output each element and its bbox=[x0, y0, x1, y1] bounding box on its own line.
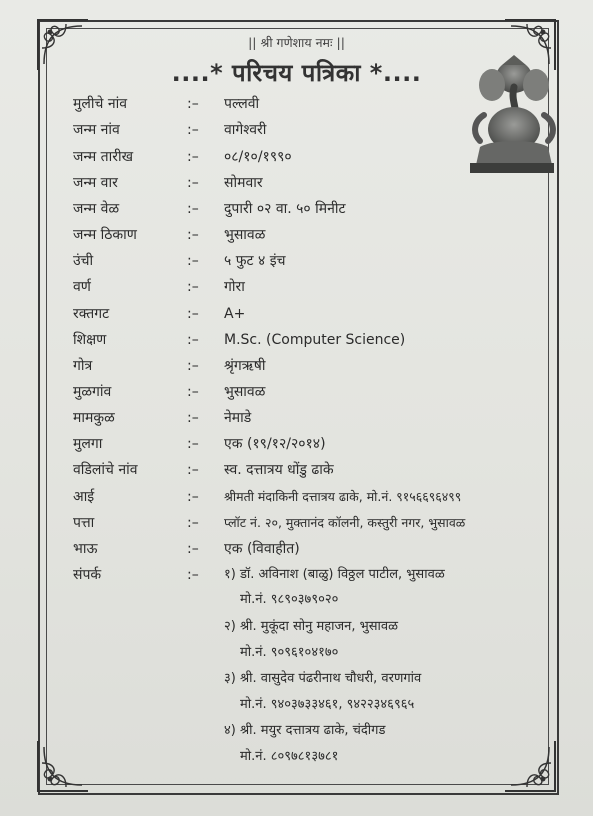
field-label: मुलीचे नांव bbox=[73, 96, 128, 112]
field-label: पत्ता bbox=[73, 515, 95, 531]
contact-phone: मो.नं. ९०९६१०४१७० bbox=[240, 645, 339, 660]
contact-phone: मो.नं. ९८९०३७९०२० bbox=[240, 592, 339, 607]
field-label: जन्म वार bbox=[73, 175, 118, 191]
field-label: गोत्र bbox=[73, 358, 93, 374]
field-value: A+ bbox=[224, 306, 246, 322]
field-label: मुळगांव bbox=[73, 384, 112, 400]
field-separator: :– bbox=[187, 462, 199, 478]
field-label: जन्म वेळ bbox=[73, 201, 120, 217]
field-label: मुलगा bbox=[73, 436, 103, 452]
field-separator: :– bbox=[187, 279, 199, 295]
field-value: १) डॉ. अविनाश (बाळु) विठ्ठल पाटील, भुसावळ bbox=[224, 567, 445, 582]
field-separator: :– bbox=[187, 567, 199, 583]
field-label: वडिलांचे नांव bbox=[73, 462, 138, 478]
field-separator: :– bbox=[187, 541, 199, 557]
field-separator: :– bbox=[187, 358, 199, 374]
field-value: गोरा bbox=[224, 279, 245, 295]
contact-phone: मो.नं. ८०९७८१३७८१ bbox=[240, 749, 339, 764]
field-separator: :– bbox=[187, 410, 199, 426]
field-separator: :– bbox=[187, 436, 199, 452]
field-label: आई bbox=[73, 489, 95, 505]
field-separator: :– bbox=[187, 122, 199, 138]
field-value: सोमवार bbox=[224, 175, 263, 191]
field-label: भाऊ bbox=[73, 541, 98, 557]
contact-name: २) श्री. मुकूंदा सोनु महाजन, भुसावळ bbox=[224, 619, 399, 634]
field-separator: :– bbox=[187, 332, 199, 348]
field-separator: :– bbox=[187, 306, 199, 322]
field-value: ०८/१०/१९९० bbox=[224, 149, 292, 165]
field-separator: :– bbox=[187, 201, 199, 217]
field-value: श्रृंगऋषी bbox=[224, 358, 266, 374]
field-label: उंची bbox=[73, 253, 94, 269]
field-label: वर्ण bbox=[73, 279, 91, 295]
field-label: जन्म नांव bbox=[73, 122, 120, 138]
field-label: शिक्षण bbox=[73, 332, 107, 348]
field-value: एक (१९/१२/२०१४) bbox=[224, 436, 326, 452]
field-label: संपर्क bbox=[73, 567, 102, 583]
field-separator: :– bbox=[187, 515, 199, 531]
contact-phone: मो.नं. ९४०३७३३४६१, ९४२२३४६९६५ bbox=[240, 697, 415, 712]
contact-name: ४) श्री. मयुर दत्तात्रय ढाके, चंदीगड bbox=[224, 723, 386, 738]
field-value: भुसावळ bbox=[224, 384, 266, 400]
corner-ornament-icon bbox=[503, 739, 557, 793]
field-separator: :– bbox=[187, 96, 199, 112]
field-value: प्लॉट नं. २०, मुक्तानंद कॉलनी, कस्तुरी नगर, भुसावळ bbox=[224, 515, 466, 530]
field-value: स्व. दत्तात्रय धोंडु ढाके bbox=[224, 462, 334, 478]
field-value: श्रीमती मंदाकिनी दत्तात्रय ढाके, मो.नं. ९१५६६९६४९९ bbox=[224, 489, 462, 504]
field-label: रक्तगट bbox=[73, 306, 110, 322]
field-value: वागेश्वरी bbox=[224, 122, 267, 138]
ganesha-idol-icon bbox=[462, 55, 560, 175]
contact-name: ३) श्री. वासुदेव पंढरीनाथ चौधरी, वरणगांव bbox=[224, 671, 422, 686]
field-label: मामकुळ bbox=[73, 410, 115, 426]
field-separator: :– bbox=[187, 489, 199, 505]
field-value: भुसावळ bbox=[224, 227, 266, 243]
field-separator: :– bbox=[187, 149, 199, 165]
page-title: ....* परिचय पत्रिका *.... bbox=[171, 59, 422, 87]
field-value: नेमाडे bbox=[224, 410, 252, 426]
field-value: एक (विवाहीत) bbox=[224, 541, 300, 557]
corner-ornament-icon bbox=[36, 739, 90, 793]
field-label: जन्म ठिकाण bbox=[73, 227, 137, 243]
field-value: M.Sc. (Computer Science) bbox=[224, 332, 406, 348]
field-value: पल्लवी bbox=[224, 96, 260, 112]
field-separator: :– bbox=[187, 175, 199, 191]
invocation-text: || श्री गणेशाय नमः || bbox=[248, 35, 345, 50]
field-separator: :– bbox=[187, 227, 199, 243]
field-label: जन्म तारीख bbox=[73, 149, 134, 165]
field-separator: :– bbox=[187, 384, 199, 400]
field-separator: :– bbox=[187, 253, 199, 269]
field-value: दुपारी ०२ वा. ५० मिनीट bbox=[224, 201, 346, 217]
field-value: ५ फुट ४ इंच bbox=[224, 253, 286, 269]
